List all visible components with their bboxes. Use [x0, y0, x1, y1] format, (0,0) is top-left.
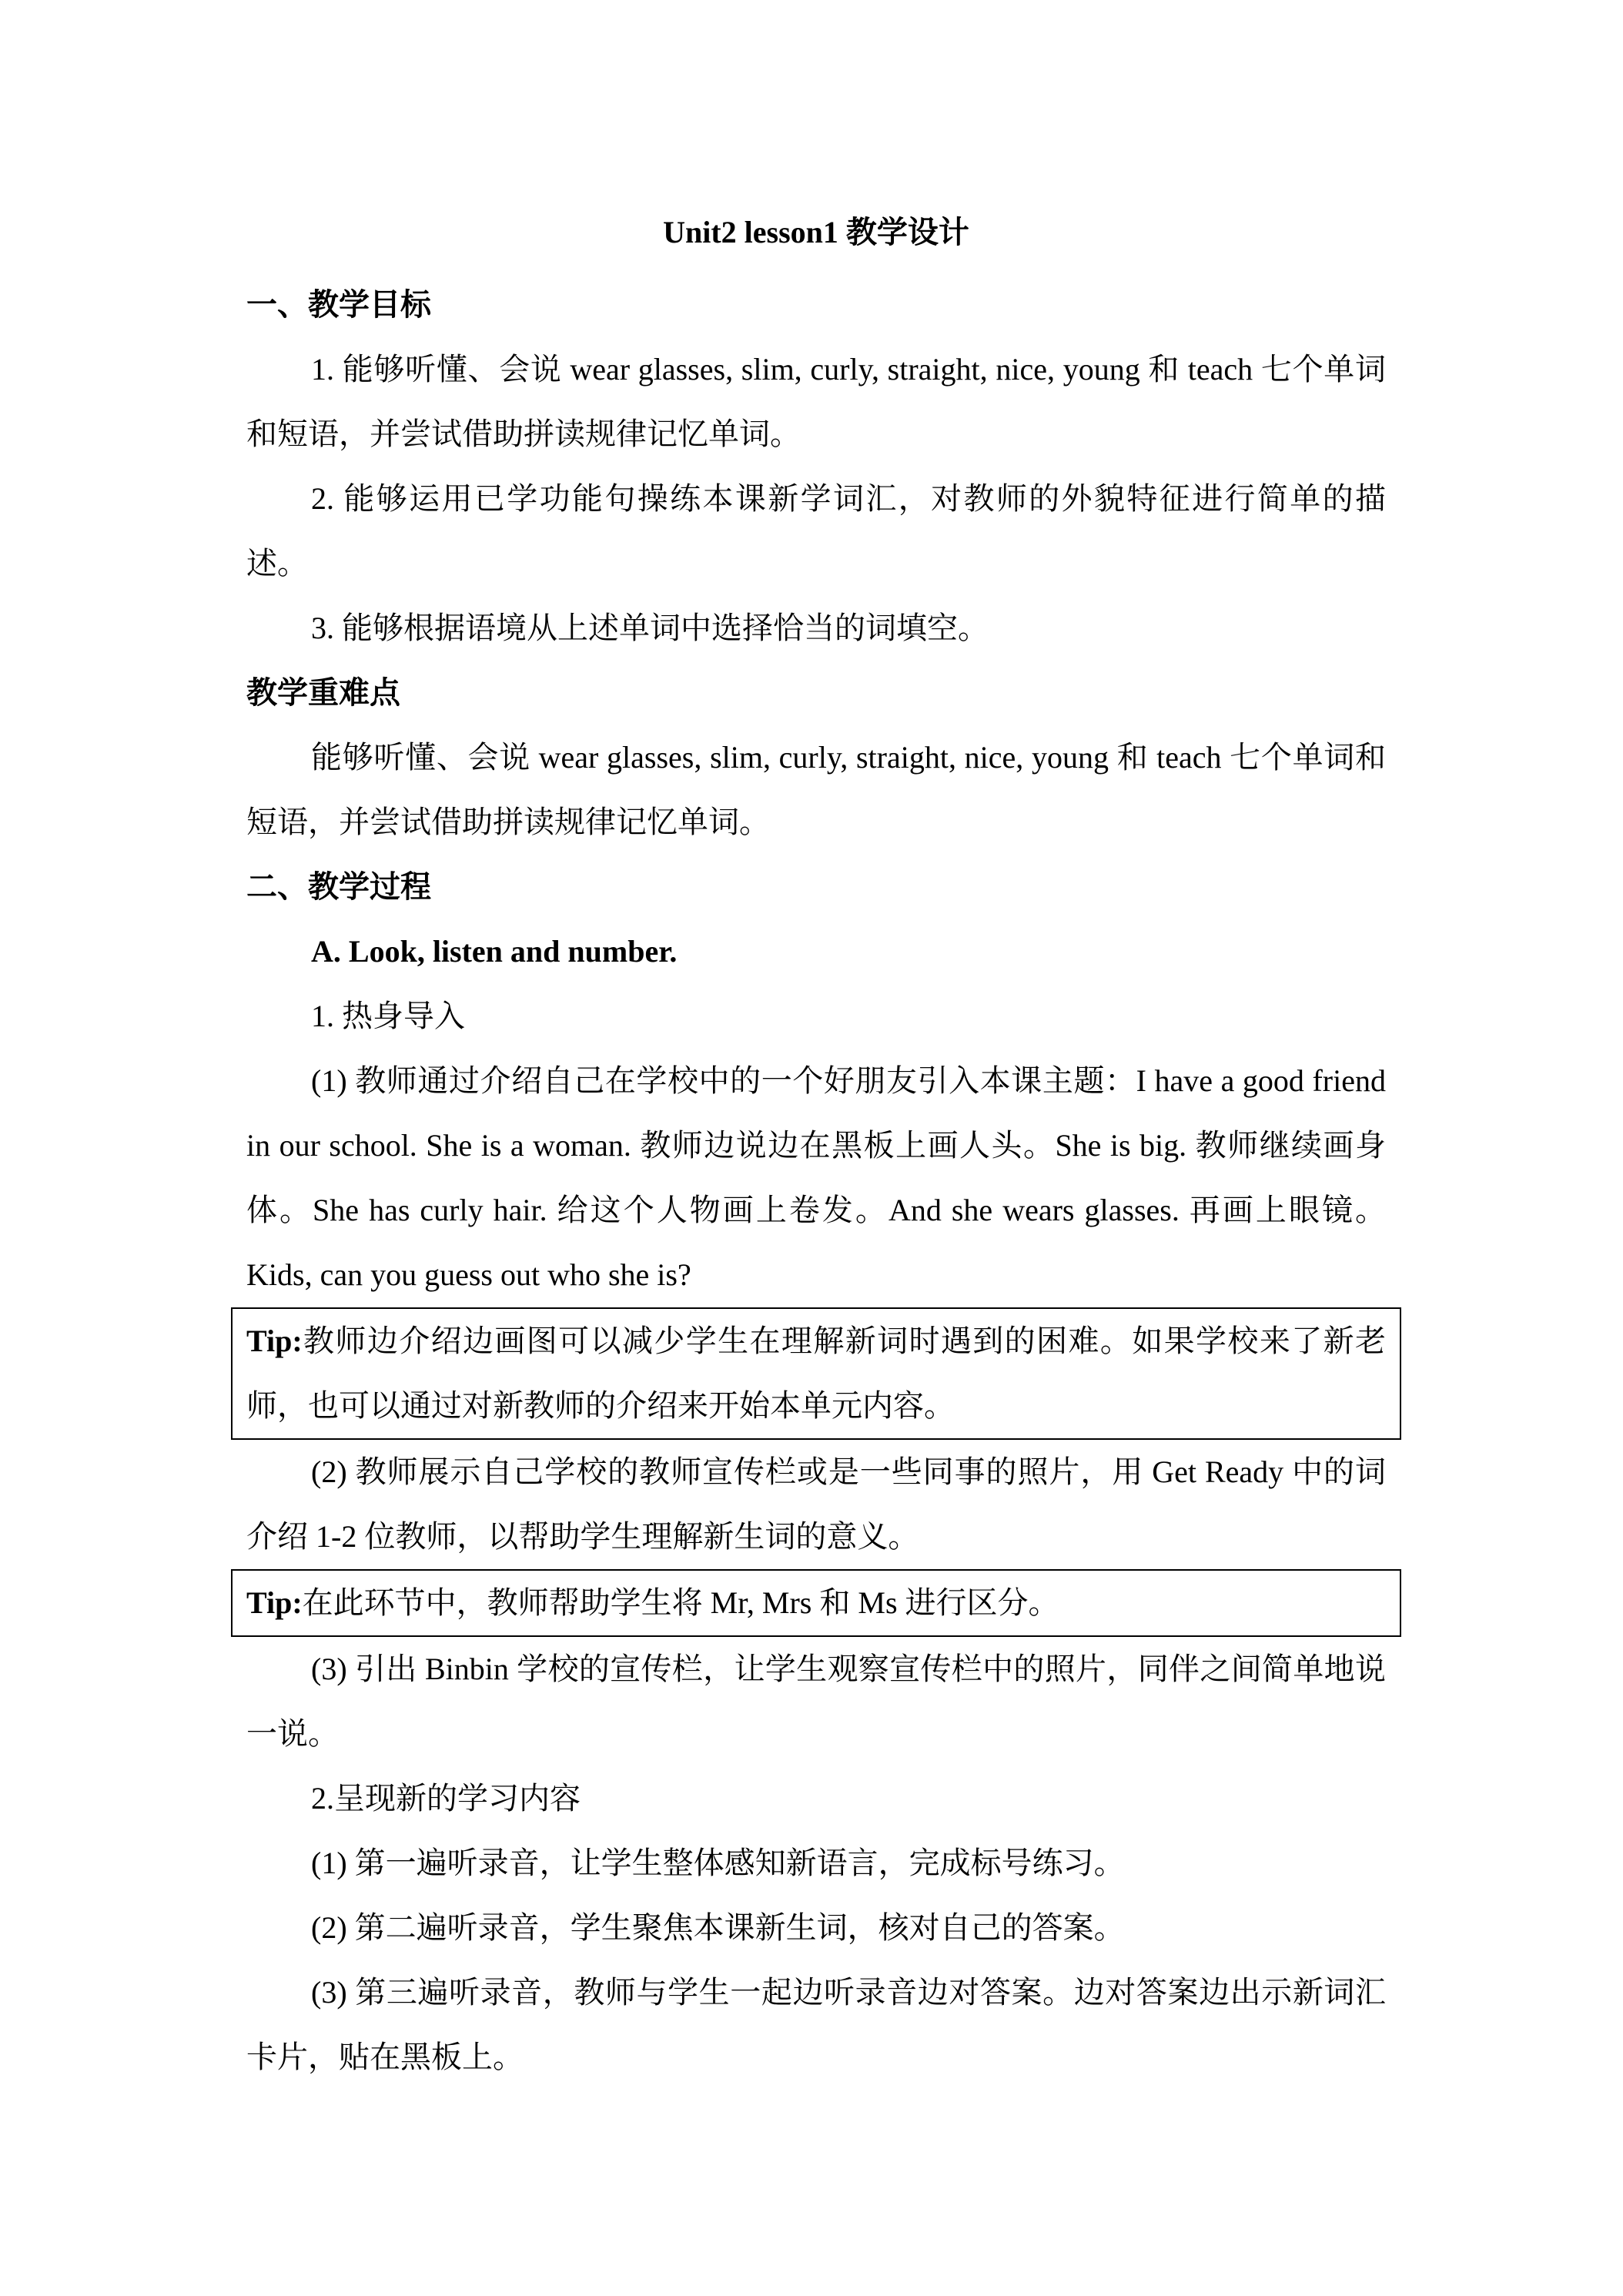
tip-box	[231, 1307, 1401, 1440]
tip-box	[231, 1569, 1401, 1637]
step-item: (3) 引出 Binbin 学校的宣传栏，让学生观察宣传栏中的照片，同伴之间简单地说一说。	[246, 1652, 1386, 1751]
objective-item: 3. 能够根据语境从上述单词中选择恰当的词填空。	[311, 611, 989, 645]
section-heading-process: 二、教学过程	[246, 869, 431, 904]
keypoints-text: 能够听懂、会说 wear glasses, slim, curly, straight, nice, young 和 teach 七个单词和短语，并尝试借助拼读规律记忆单词。	[246, 740, 1386, 839]
step-heading: 1. 热身导入	[311, 999, 465, 1033]
step-item: (2) 第二遍听录音，学生聚焦本课新生词，核对自己的答案。	[311, 1910, 1125, 1945]
section-heading-keypoints: 教学重难点	[246, 675, 400, 710]
tip-text: 教师边介绍边画图可以减少学生在理解新词时遇到的困难。如果学校来了新老师，也可以通过对新教师的介绍来开始本单元内容。	[246, 1324, 1386, 1423]
document-content	[246, 208, 1386, 2090]
tip-text: 在此环节中，教师帮助学生将 Mr, Mrs 和 Ms 进行区分。	[302, 1585, 1059, 1620]
tip-label: Tip:	[246, 1585, 303, 1620]
step-item: (2) 教师展示自己学校的教师宣传栏或是一些同事的照片，用 Get Ready 中的词介绍 1-2 位教师，以帮助学生理解新生词的意义。	[246, 1454, 1386, 1554]
step-heading: 2.呈现新的学习内容	[311, 1781, 581, 1816]
step-item: (1) 第一遍听录音，让学生整体感知新语言，完成标号练习。	[311, 1846, 1125, 1880]
objective-item: 1. 能够听懂、会说 wear glasses, slim, curly, straight, nice, young 和 teach 七个单词和短语，并尝试借助拼读规律记忆单词。	[246, 352, 1386, 451]
section-heading-objectives: 一、教学目标	[246, 287, 431, 322]
tip-label: Tip:	[246, 1324, 303, 1358]
step-item: (3) 第三遍听录音，教师与学生一起边听录音边对答案。边对答案边出示新词汇卡片，贴在黑板上。	[246, 1975, 1386, 2074]
document-title: Unit2 lesson1 教学设计	[663, 215, 969, 249]
step-item: (1) 教师通过介绍自己在学校中的一个好朋友引入本课主题：I have a good friend in our school. She is a woman. 教师边说边在黑板上画人头。She is big. 教师继续画身体。She has curly hair. 给这个人物画上卷发。And she wears glasses. 再画上眼镜。Kids, can you guess out who she is?	[246, 1063, 1386, 1292]
part-a-heading: A. Look, listen and number.	[311, 934, 678, 969]
objective-item: 2. 能够运用已学功能句操练本课新学词汇，对教师的外貌特征进行简单的描述。	[246, 481, 1386, 581]
